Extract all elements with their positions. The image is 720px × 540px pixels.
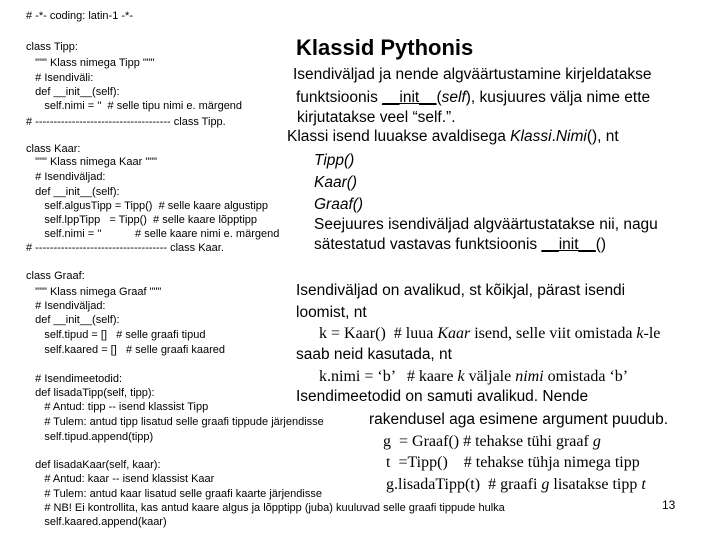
example-graaf: Graaf() [314,196,364,213]
code-line: self.lppTipp = Tipp() # selle kaare lõpptipp [26,214,258,226]
paragraph-line: Seejuures isendiväljad algväärtustatakse nii, nagu [314,216,658,233]
paragraph-line: loomist, nt [296,304,367,321]
page-number: 13 [662,498,676,512]
example-line: g = Graaf() # tehakse tühi graaf g [383,433,601,450]
example-line: g.lisadaTipp(t) # graafi g lisatakse tipp t [386,476,646,493]
code-line: class Tipp: [26,41,78,53]
paragraph-line: Isendimeetodid on samuti avalikud. Nende [296,388,589,405]
code-line: self.nimi = '' # selle kaare nimi e. märgend [26,228,280,240]
code-line: class Graaf: [26,270,85,282]
paragraph-line: Isendiväljad on avalikud, st kõikjal, pärast isendi [296,282,626,299]
code-encoding-line: # -*- coding: latin-1 -*- [26,10,133,22]
code-line: self.algusTipp = Tipp() # selle kaare algustipp [26,200,269,212]
code-line: """ Klass nimega Graaf """ [26,286,162,298]
code-line: # Isendimeetodid: [26,373,123,385]
code-line: self.nimi = '' # selle tipu nimi e. märgend [26,100,243,112]
code-line: """ Klass nimega Kaar """ [26,156,158,168]
example-line: k.nimi = ‘b’ # kaare k väljale nimi omistada ‘b’ [319,368,629,385]
code-line: # Isendiväli: [26,72,94,84]
example-tipp: Tipp() [314,152,355,169]
code-line: # Tulem: antud tipp lisatud selle graafi tippude järjendisse [26,416,324,428]
code-line: # Isendiväljad: [26,300,106,312]
paragraph-line: Klassi isend luuakse avaldisega Klassi.Nimi(), nt [287,128,619,145]
paragraph-line: saab neid kasutada, nt [296,346,452,363]
code-line: self.kaared.append(kaar) [26,516,167,528]
code-line: # Antud: kaar -- isend klassist Kaar [26,473,215,485]
code-line: def __init__(self): [26,186,120,198]
code-line: """ Klass nimega Tipp """ [26,57,155,69]
paragraph-line: sätestatud vastavas funktsioonis __init__() [314,236,607,253]
code-line: # NB! Ei kontrollita, kas antud kaare algus ja lõpptipp (juba) kuuluvad selle graafi tippude hulka [26,502,505,514]
code-line: self.tipud = [] # selle graafi tipud [26,329,206,341]
code-line: # ------------------------------------- class Tipp. [26,116,226,128]
code-line: # ------------------------------------ class Kaar. [26,242,224,254]
example-kaar: Kaar() [314,174,358,191]
code-line: # Antud: tipp -- isend klassist Tipp [26,401,209,413]
paragraph-line: kirjutatakse veel “self.”. [297,109,456,126]
code-line: self.kaared = [] # selle graafi kaared [26,344,226,356]
paragraph-line: funktsioonis __init__(self), kusjuures välja nime ette [296,89,651,106]
code-line: def lisadaTipp(self, tipp): [26,387,155,399]
example-line: k = Kaar() # luua Kaar isend, selle viit omistada k-le [319,325,661,342]
code-line: self.tipud.append(tipp) [26,431,154,443]
paragraph-line: Isendiväljad ja nende algväärtustamine kirjeldatakse [293,66,652,83]
code-line: class Kaar: [26,143,81,155]
paragraph-line: rakendusel aga esimene argument puudub. [369,411,669,428]
example-line: t =Tipp() # tehakse tühja nimega tipp [386,454,640,471]
code-line: # Isendiväljad: [26,171,106,183]
code-line: def __init__(self): [26,86,120,98]
code-line: def lisadaKaar(self, kaar): [26,459,161,471]
code-line: # Tulem: antud kaar lisatud selle graafi kaarte järjendisse [26,488,322,500]
code-line: def __init__(self): [26,314,120,326]
page-title: Klassid Pythonis [296,35,474,60]
